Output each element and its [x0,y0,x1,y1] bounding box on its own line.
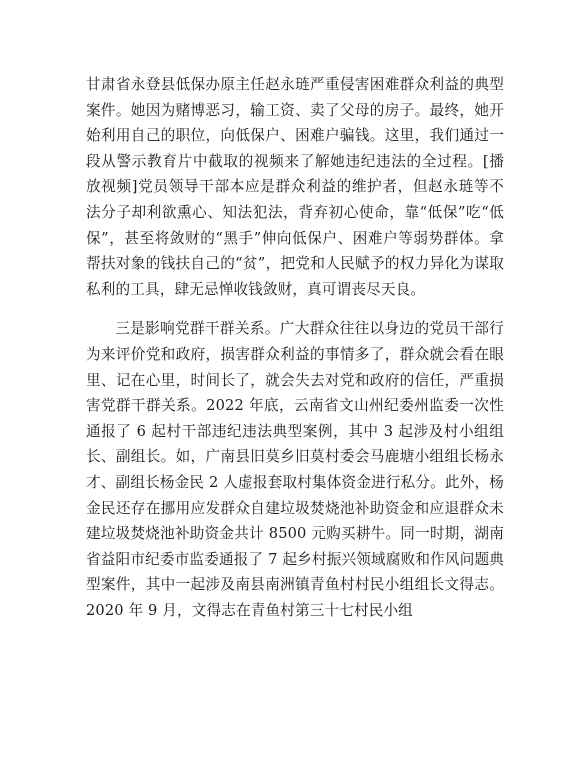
paragraph-1: 甘肃省永登县低保办原主任赵永琏严重侵害困难群众利益的典型案件。她因为赌博恶习，输工资、卖了父母的房子。最终，她开始利用自己的职位，向低保户、困难户骗钱。这里，我们通过一段从警示教育片中截取的视频来了解她违纪违法的全过程。[播放视频]党员领导干部本应是群众利益的维护者，但赵永琏等不法分子却利欲熏心、知法犯法，背弃初心使命，靠“低保”吃“低保”，甚至将敛财的“黑手”伸向低保户、困难户等弱势群体。拿帮扶对象的钱扶自己的“贫”，把党和人民赋予的权力异化为谋取私利的工具，肆无忌惮收钱敛财，真可谓丧尽天良。 [86,76,504,298]
document-body [86,72,504,623]
paragraph-2: 三是影响党群干群关系。广大群众往往以身边的党员干部行为来评价党和政府，损害群众利益的事情多了，群众就会看在眼里、记在心里，时间长了，就会失去对党和政府的信任，严重损害党群干群关系。2022 年底，云南省文山州纪委州监委一次性通报了 6 起村干部违纪违法典型案例，其中 3 起涉及村小组组长、副组长。如，广南县旧莫乡旧莫村委会马鹿塘小组组长杨永才、副组长杨金民 2 人虚报套取村集体资金进行私分。此外，杨金民还存在挪用应发群众自建垃圾焚烧池补助资金和应退群众未建垃圾焚烧池补助资金共计 8500 元购买耕牛。同一时期，湖南省益阳市纪委市监委通报了 7 起乡村振兴领域腐败和作风问题典型案件，其中一起涉及南县南洲镇青鱼村村民小组组长文得志。2020 年 9 月，文得志在青鱼村第三十七村民小组 [86,320,504,619]
